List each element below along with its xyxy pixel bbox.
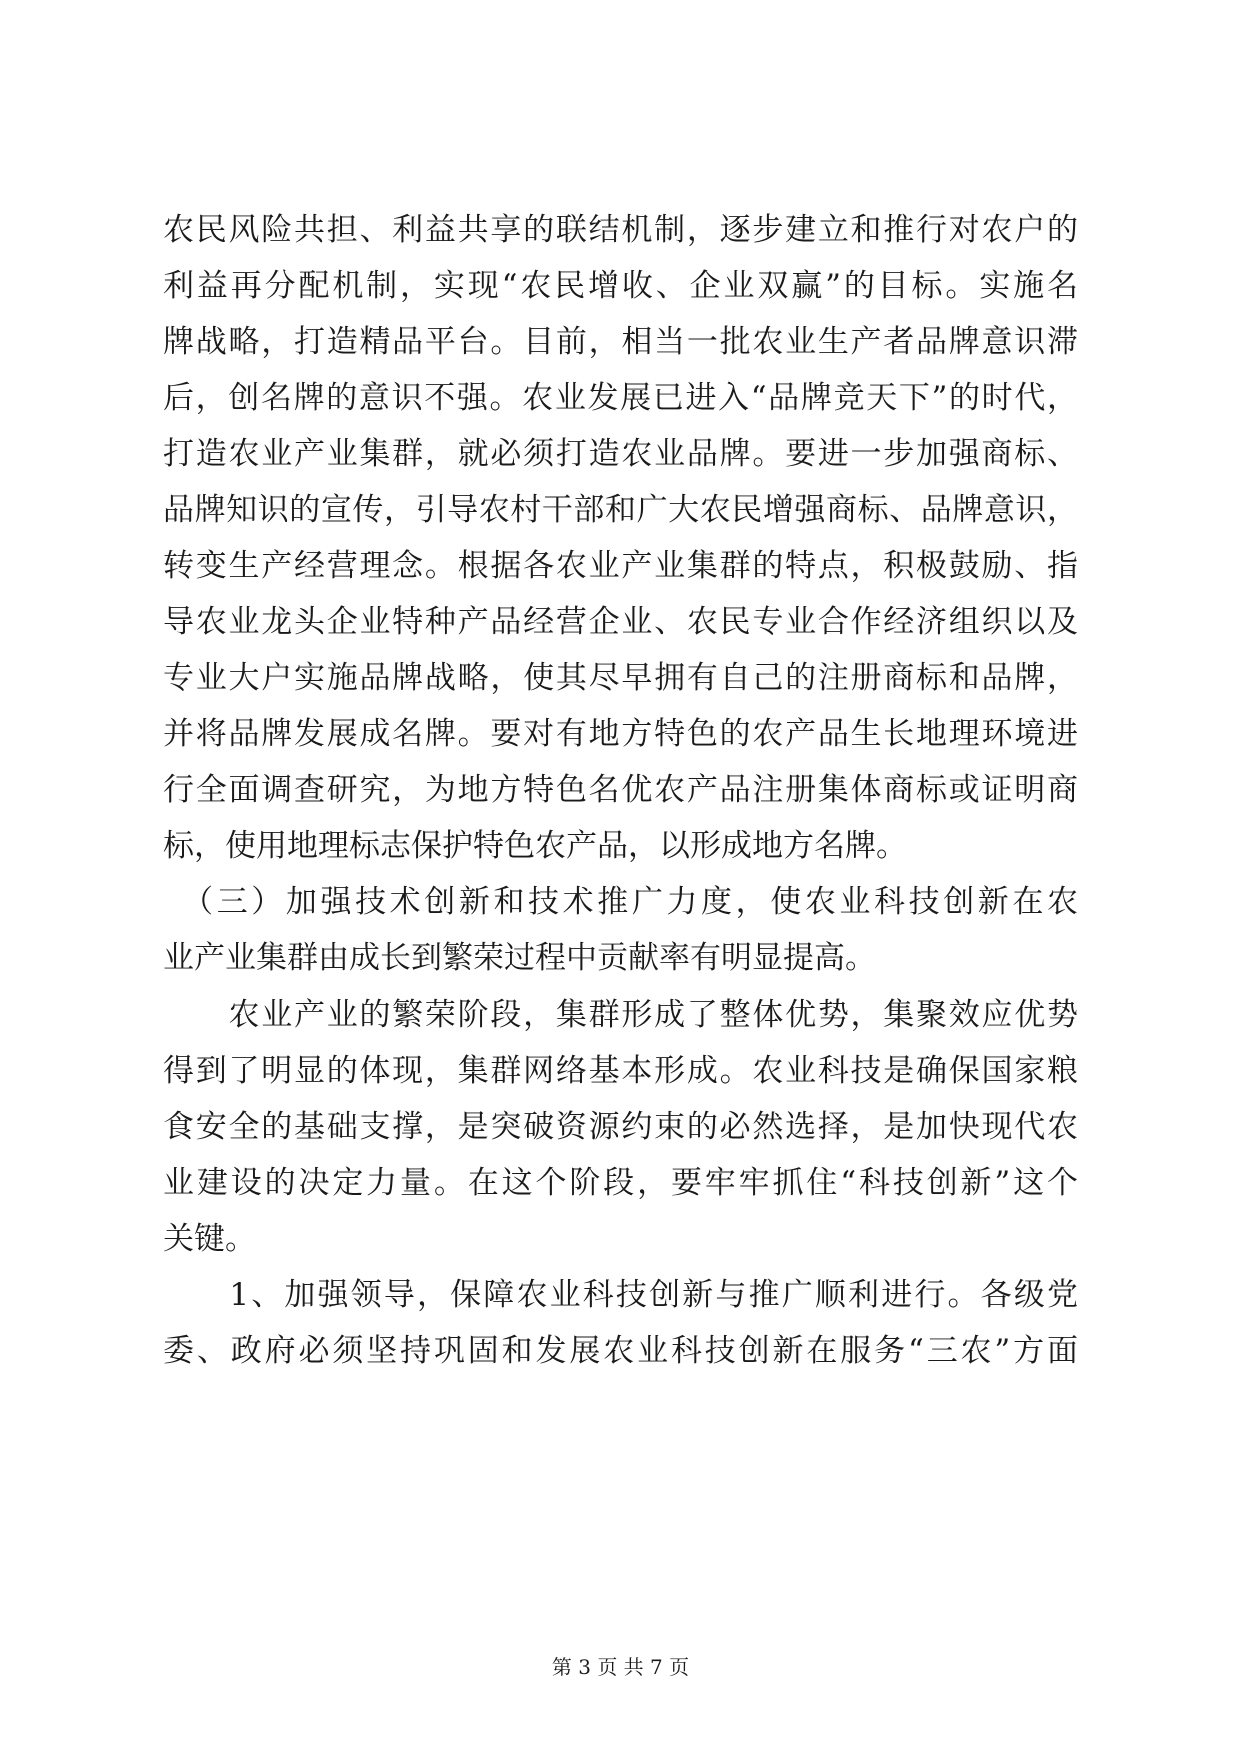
text-line: 得到了明显的体现，集群网络基本形成。农业科技是确保国家粮 [163,1053,1078,1089]
text-line: 利益再分配机制，实现“农民增收、企业双赢”的目标。实施名 [163,268,1078,304]
text-line: 打造农业产业集群，就必须打造农业品牌。要进一步加强商标、 [163,436,1078,472]
text-line: 转变生产经营理念。根据各农业产业集群的特点，积极鼓励、指 [163,548,1078,584]
text-line: 业产业集群由成长到繁荣过程中贡献率有明显提高。 [163,940,876,976]
text-line: 业建设的决定力量。在这个阶段，要牢牢抓住“科技创新”这个 [163,1165,1078,1201]
page-footer [0,1653,1241,1681]
text-line: 行全面调查研究，为地方特色名优农产品注册集体商标或证明商 [163,772,1078,808]
text-line: 品牌知识的宣传，引导农村干部和广大农民增强商标、品牌意识， [163,492,1078,528]
text-line: 1、加强领导，保障农业科技创新与推广顺利进行。各级党 [163,1277,1078,1313]
text-line: 食安全的基础支撑，是突破资源约束的必然选择，是加快现代农 [163,1109,1078,1145]
text-line: 牌战略，打造精品平台。目前，相当一批农业生产者品牌意识滞 [163,324,1078,360]
text-line: 并将品牌发展成名牌。要对有地方特色的农产品生长地理环境进 [163,716,1078,752]
text-line: 专业大户实施品牌战略，使其尽早拥有自己的注册商标和品牌， [163,660,1078,696]
text-line: 导农业龙头企业特种产品经营企业、农民专业合作经济组织以及 [163,604,1078,640]
text-line: 标，使用地理标志保护特色农产品，以形成地方名牌。 [163,828,907,864]
text-line: 委、政府必须坚持巩固和发展农业科技创新在服务“三农”方面 [163,1333,1078,1369]
text-line: 后，创名牌的意识不强。农业发展已进入“品牌竞天下”的时代， [163,380,1078,416]
text-line: 农民风险共担、利益共享的联结机制，逐步建立和推行对农户的 [163,212,1078,248]
text-line: 关键。 [163,1221,256,1257]
page-number: 第 3 页 共 7 页 [551,1655,690,1679]
text-line: （三）加强技术创新和技术推广力度，使农业科技创新在农 [163,884,1078,920]
text-line: 农业产业的繁荣阶段，集群形成了整体优势，集聚效应优势 [163,997,1078,1033]
